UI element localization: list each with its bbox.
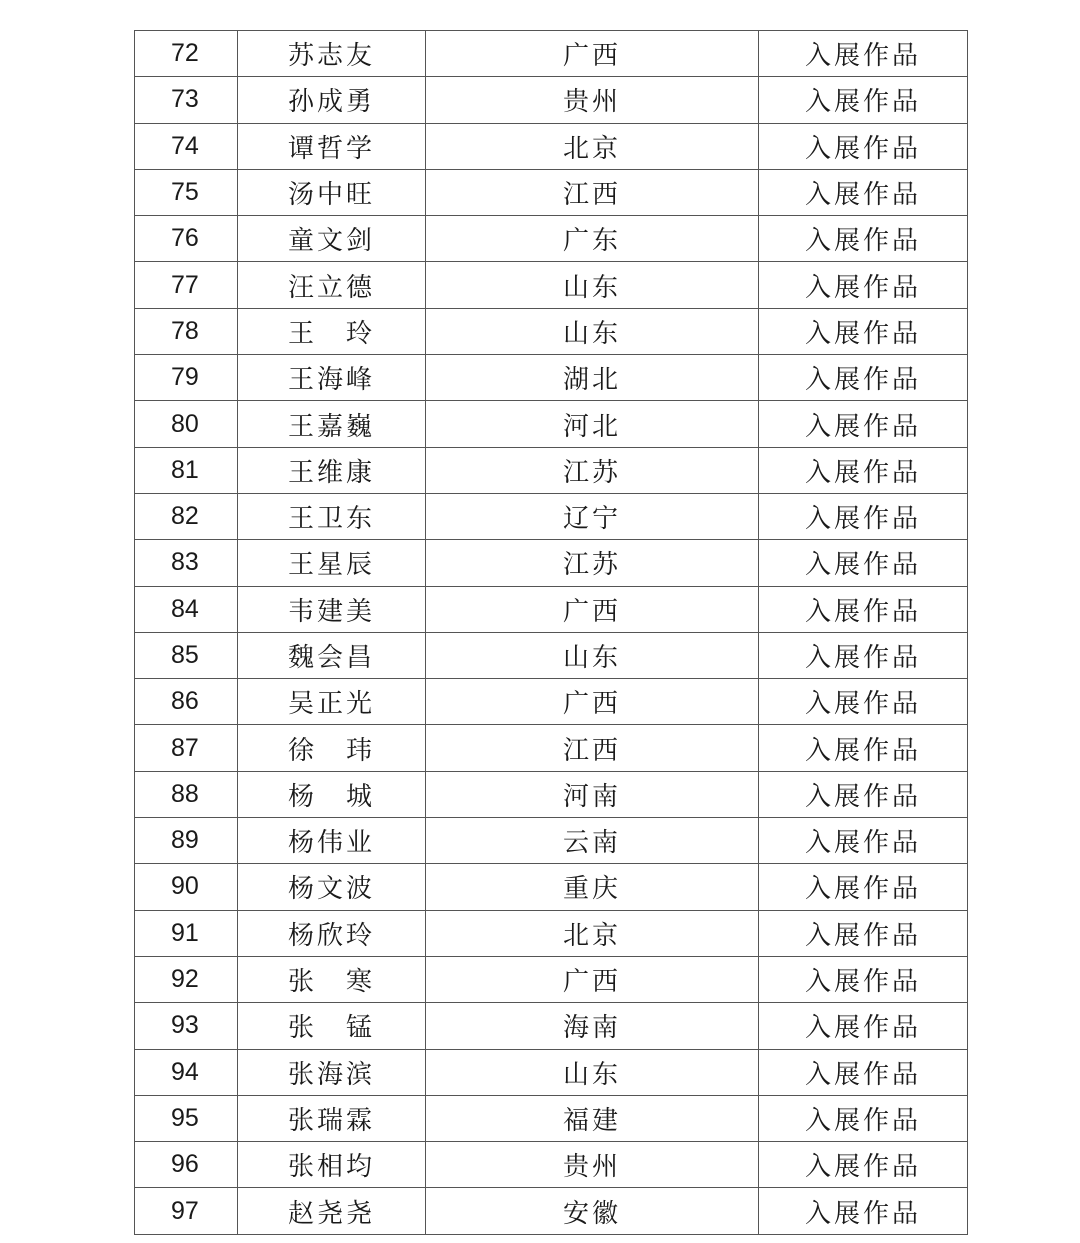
result-cell: 入展作品 [759, 771, 968, 817]
result-cell: 入展作品 [759, 864, 968, 910]
result-cell: 入展作品 [759, 216, 968, 262]
result-cell: 入展作品 [759, 725, 968, 771]
entrant-name-cell: 杨文波 [238, 864, 426, 910]
entrant-name-cell: 韦建美 [238, 586, 426, 632]
region-cell: 河南 [426, 771, 759, 817]
table-row [135, 355, 968, 401]
result-cell: 入展作品 [759, 169, 968, 215]
result-cell: 入展作品 [759, 31, 968, 77]
table-row [135, 216, 968, 262]
region-cell: 广西 [426, 956, 759, 1002]
row-number-cell: 73 [135, 77, 238, 123]
table-row [135, 725, 968, 771]
table-row [135, 864, 968, 910]
row-number-cell: 81 [135, 447, 238, 493]
entrant-name-cell: 张瑞霖 [238, 1095, 426, 1141]
result-cell: 入展作品 [759, 679, 968, 725]
row-number-cell: 89 [135, 818, 238, 864]
entrant-name-cell: 吴正光 [238, 679, 426, 725]
row-number-cell: 77 [135, 262, 238, 308]
entrant-name-cell: 王 玲 [238, 308, 426, 354]
region-cell: 江苏 [426, 447, 759, 493]
table-row [135, 401, 968, 447]
region-cell: 广西 [426, 679, 759, 725]
row-number-cell: 74 [135, 123, 238, 169]
result-cell: 入展作品 [759, 401, 968, 447]
region-cell: 河北 [426, 401, 759, 447]
region-cell: 江西 [426, 725, 759, 771]
row-number-cell: 86 [135, 679, 238, 725]
entrant-name-cell: 王星辰 [238, 540, 426, 586]
entrant-name-cell: 苏志友 [238, 31, 426, 77]
row-number-cell: 91 [135, 910, 238, 956]
entrant-name-cell: 张 锰 [238, 1003, 426, 1049]
table-row [135, 1095, 968, 1141]
region-cell: 山东 [426, 308, 759, 354]
entrant-name-cell: 徐 玮 [238, 725, 426, 771]
region-cell: 江苏 [426, 540, 759, 586]
region-cell: 安徽 [426, 1188, 759, 1234]
result-cell: 入展作品 [759, 123, 968, 169]
entrant-name-cell: 赵尧尧 [238, 1188, 426, 1234]
row-number-cell: 83 [135, 540, 238, 586]
entrant-name-cell: 张 寒 [238, 956, 426, 1002]
table-row [135, 262, 968, 308]
table-row [135, 632, 968, 678]
table-row [135, 586, 968, 632]
row-number-cell: 87 [135, 725, 238, 771]
region-cell: 北京 [426, 123, 759, 169]
result-cell: 入展作品 [759, 540, 968, 586]
entrant-name-cell: 杨伟业 [238, 818, 426, 864]
row-number-cell: 88 [135, 771, 238, 817]
table-row [135, 1049, 968, 1095]
row-number-cell: 78 [135, 308, 238, 354]
row-number-cell: 95 [135, 1095, 238, 1141]
table-row [135, 679, 968, 725]
table-row [135, 169, 968, 215]
region-cell: 江西 [426, 169, 759, 215]
result-cell: 入展作品 [759, 1095, 968, 1141]
results-table-body [135, 31, 968, 1235]
entrant-name-cell: 王维康 [238, 447, 426, 493]
entrant-name-cell: 王卫东 [238, 493, 426, 539]
result-cell: 入展作品 [759, 355, 968, 401]
row-number-cell: 94 [135, 1049, 238, 1095]
result-cell: 入展作品 [759, 1142, 968, 1188]
table-row [135, 493, 968, 539]
result-cell: 入展作品 [759, 1188, 968, 1234]
table-row [135, 308, 968, 354]
result-cell: 入展作品 [759, 956, 968, 1002]
entrant-name-cell: 张海滨 [238, 1049, 426, 1095]
table-row [135, 771, 968, 817]
table-row [135, 77, 968, 123]
table-row [135, 123, 968, 169]
row-number-cell: 93 [135, 1003, 238, 1049]
result-cell: 入展作品 [759, 77, 968, 123]
row-number-cell: 97 [135, 1188, 238, 1234]
region-cell: 山东 [426, 262, 759, 308]
entrant-name-cell: 孙成勇 [238, 77, 426, 123]
region-cell: 广东 [426, 216, 759, 262]
region-cell: 海南 [426, 1003, 759, 1049]
region-cell: 山东 [426, 632, 759, 678]
region-cell: 广西 [426, 31, 759, 77]
region-cell: 福建 [426, 1095, 759, 1141]
region-cell: 贵州 [426, 1142, 759, 1188]
region-cell: 广西 [426, 586, 759, 632]
entrant-name-cell: 王海峰 [238, 355, 426, 401]
entrant-name-cell: 谭哲学 [238, 123, 426, 169]
table-row [135, 910, 968, 956]
result-cell: 入展作品 [759, 308, 968, 354]
table-row [135, 31, 968, 77]
entrant-name-cell: 杨 城 [238, 771, 426, 817]
entrant-name-cell: 汪立德 [238, 262, 426, 308]
result-cell: 入展作品 [759, 1049, 968, 1095]
region-cell: 湖北 [426, 355, 759, 401]
result-cell: 入展作品 [759, 632, 968, 678]
row-number-cell: 72 [135, 31, 238, 77]
row-number-cell: 79 [135, 355, 238, 401]
table-row [135, 1142, 968, 1188]
table-row [135, 447, 968, 493]
result-cell: 入展作品 [759, 447, 968, 493]
result-cell: 入展作品 [759, 262, 968, 308]
table-row [135, 956, 968, 1002]
entrant-name-cell: 王嘉巍 [238, 401, 426, 447]
result-cell: 入展作品 [759, 818, 968, 864]
table-row [135, 540, 968, 586]
entrant-name-cell: 汤中旺 [238, 169, 426, 215]
row-number-cell: 85 [135, 632, 238, 678]
results-table-page [134, 30, 967, 1235]
entrant-name-cell: 张相均 [238, 1142, 426, 1188]
result-cell: 入展作品 [759, 493, 968, 539]
row-number-cell: 90 [135, 864, 238, 910]
region-cell: 山东 [426, 1049, 759, 1095]
row-number-cell: 75 [135, 169, 238, 215]
row-number-cell: 96 [135, 1142, 238, 1188]
entrant-name-cell: 杨欣玲 [238, 910, 426, 956]
region-cell: 北京 [426, 910, 759, 956]
row-number-cell: 76 [135, 216, 238, 262]
row-number-cell: 84 [135, 586, 238, 632]
row-number-cell: 92 [135, 956, 238, 1002]
region-cell: 辽宁 [426, 493, 759, 539]
result-cell: 入展作品 [759, 1003, 968, 1049]
row-number-cell: 80 [135, 401, 238, 447]
entrant-name-cell: 童文剑 [238, 216, 426, 262]
table-row [135, 818, 968, 864]
table-row [135, 1188, 968, 1234]
result-cell: 入展作品 [759, 586, 968, 632]
region-cell: 重庆 [426, 864, 759, 910]
table-row [135, 1003, 968, 1049]
result-cell: 入展作品 [759, 910, 968, 956]
results-table [134, 30, 968, 1235]
entrant-name-cell: 魏会昌 [238, 632, 426, 678]
row-number-cell: 82 [135, 493, 238, 539]
region-cell: 贵州 [426, 77, 759, 123]
region-cell: 云南 [426, 818, 759, 864]
